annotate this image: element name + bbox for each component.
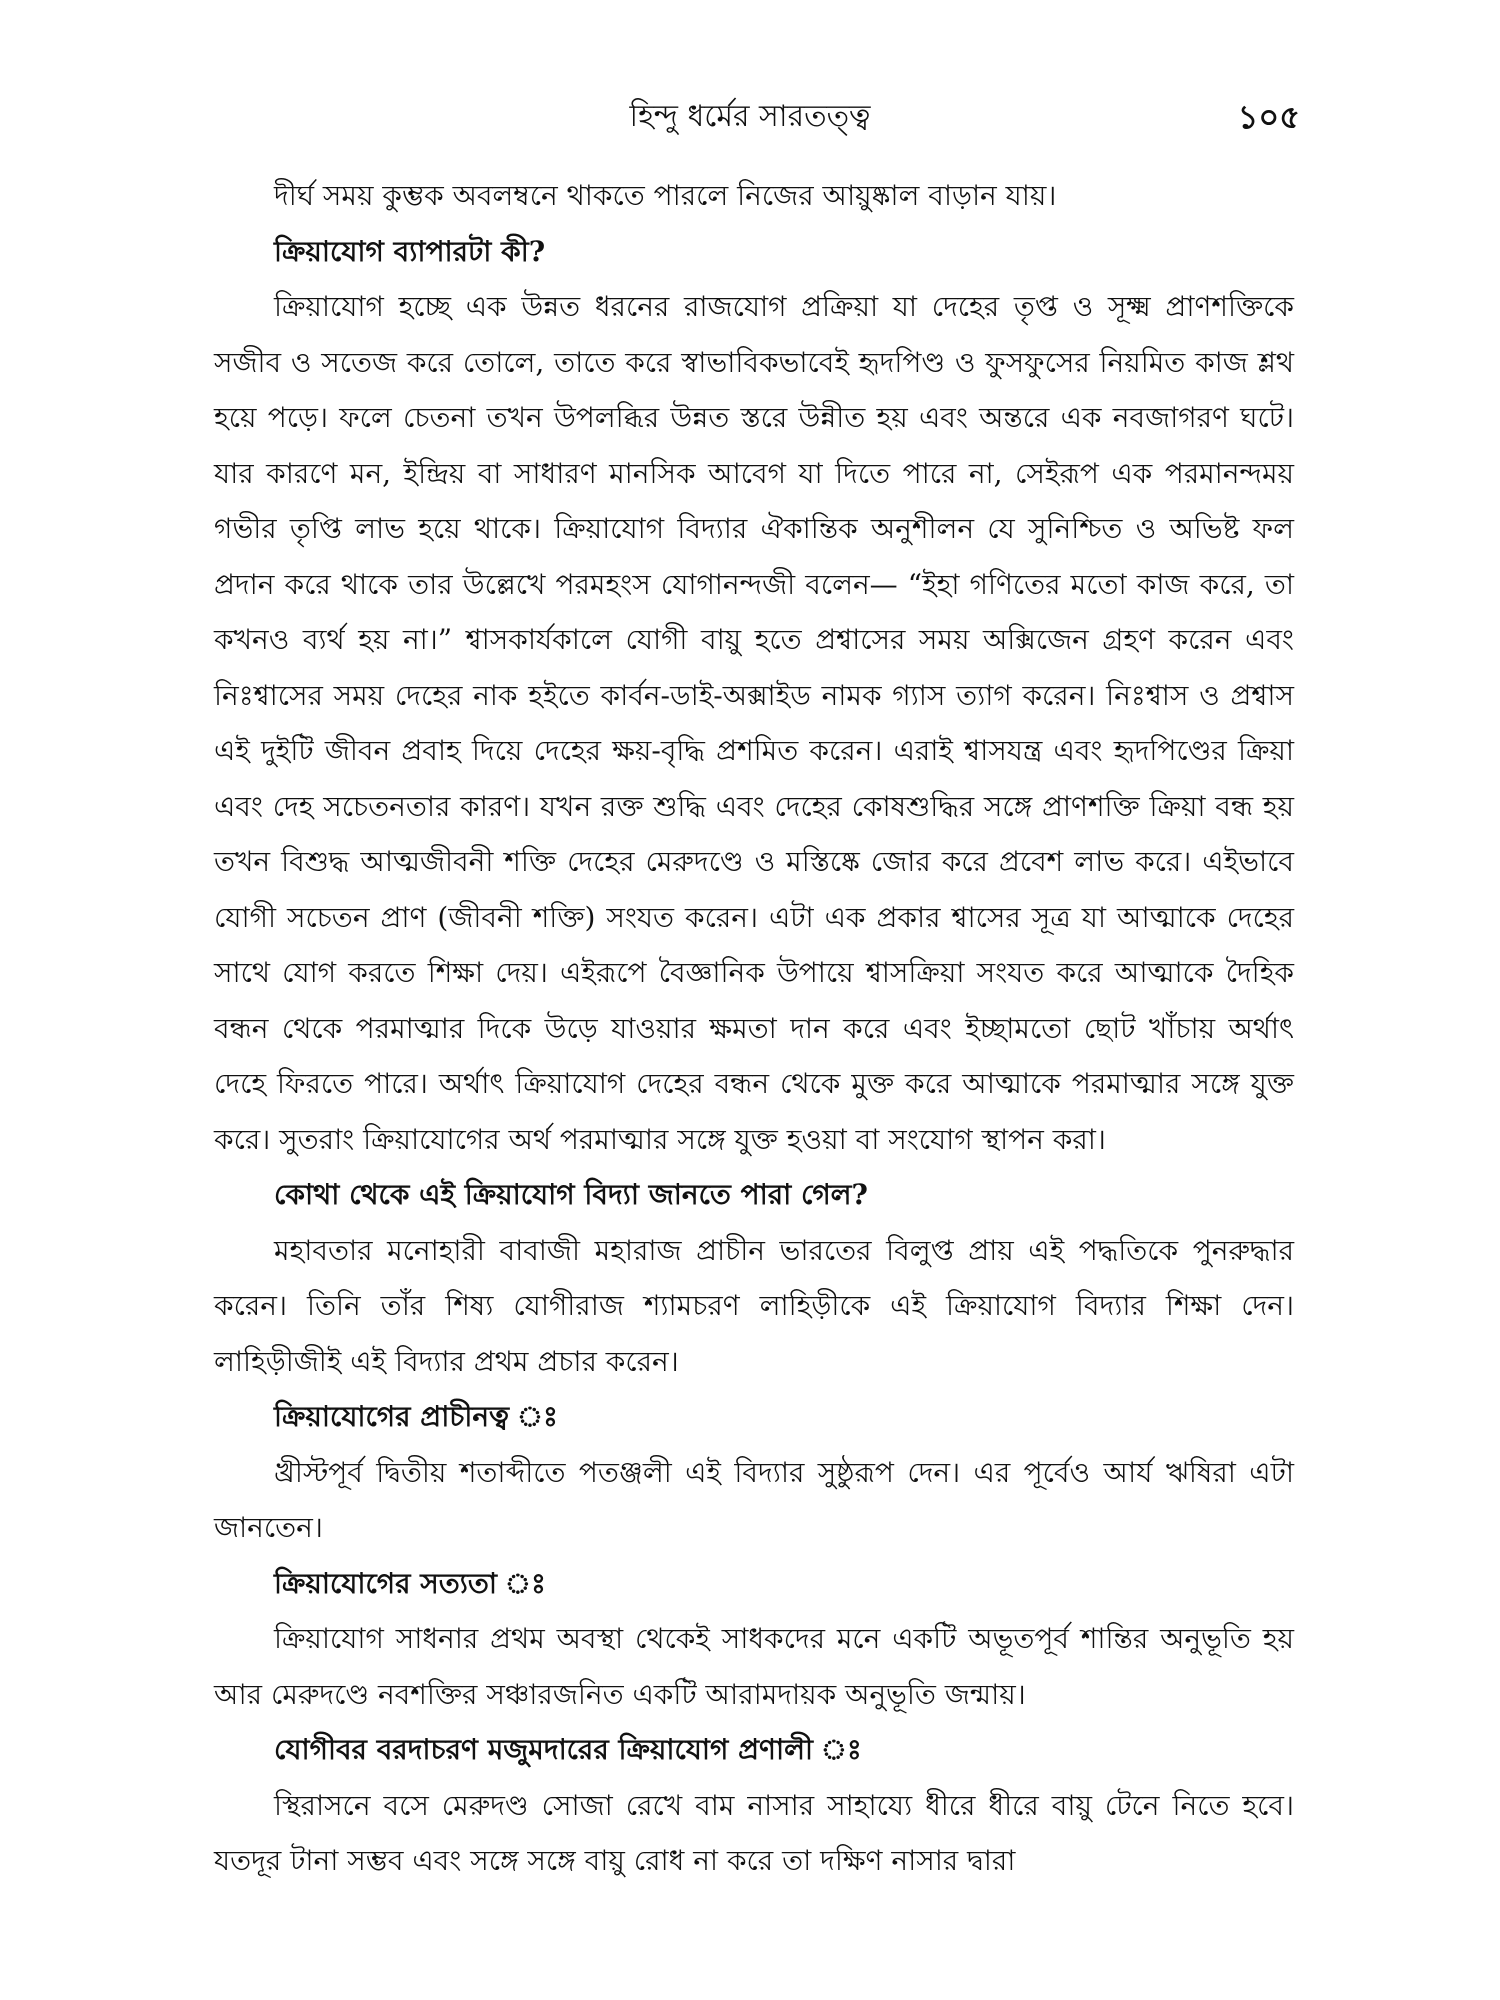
page-body xyxy=(214,168,1294,1889)
section-heading: ক্রিয়াযোগ ব্যাপারটা কী? xyxy=(274,234,546,268)
paragraph: দীর্ঘ সময় কুম্ভক অবলম্বনে থাকতে পারলে নিজের আয়ুষ্কাল বাড়ান যায়। xyxy=(274,179,1057,212)
paragraph: খ্রীস্টপূর্ব দ্বিতীয় শতাব্দীতে পতঞ্জলী এই বিদ্যার সুষ্ঠুরূপ দেন। এর পূর্বেও আর্য ঋষিরা এটা জানতেন। xyxy=(214,1455,1294,1544)
section-heading: ক্রিয়াযোগের প্রাচীনত্ব ঃ xyxy=(274,1400,558,1433)
section-heading: যোগীবর বরদাচরণ মজুমদারের ক্রিয়াযোগ প্রণালী ঃ xyxy=(274,1733,862,1766)
page-number: ১০৫ xyxy=(1237,98,1300,136)
section-heading: কোথা থেকে এই ক্রিয়াযোগ বিদ্যা জানতে পারা গেল? xyxy=(274,1178,868,1211)
section-heading: ক্রিয়াযোগের সত্যতা ঃ xyxy=(274,1566,546,1600)
paragraph: মহাবতার মনোহারী বাবাজী মহারাজ প্রাচীন ভারতের বিলুপ্ত প্রায় এই পদ্ধতিকে পুনরুদ্ধার করেন। তিনি তাঁর শিষ্য যোগীরাজ শ্যামচরণ লাহিড়ীকে এই ক্রিয়াযোগ বিদ্যার শিক্ষা দেন। লাহিড়ীজীই এই বিদ্যার প্রথম প্রচার করেন। xyxy=(214,1233,1294,1378)
paragraph: ক্রিয়াযোগ হচ্ছে এক উন্নত ধরনের রাজযোগ প্রক্রিয়া যা দেহের তৃপ্ত ও সূক্ষ্ম প্রাণশক্তিকে সজীব ও সতেজ করে তোলে, তাতে করে স্বাভাবিকভাবেই হৃদপিণ্ড ও ফুসফুসের নিয়মিত কাজ শ্লথ হয়ে পড়ে। ফলে চেতনা তখন উপলব্ধির উন্নত স্তরে উন্নীত হয় এবং অন্তরে এক নবজাগরণ ঘটে। যার কারণে মন, ইন্দ্রিয় বা সাধারণ মানসিক আবেগ যা দিতে পারে না, সেইরূপ এক পরমানন্দময় গভীর তৃপ্তি লাভ হয়ে থাকে। ক্রিয়াযোগ বিদ্যার ঐকান্তিক অনুশীলন যে সুনিশ্চিত ও অভিষ্ট ফল প্রদান করে থাকে তার উল্লেখে পরমহংস যোগানন্দজী বলেন— “ইহা গণিতের মতো কাজ করে, তা কখনও ব্যর্থ হয় না।” শ্বাসকার্যকালে যোগী বায়ু হতে প্রশ্বাসের সময় অক্সিজেন গ্রহণ করেন এবং নিঃশ্বাসের সময় দেহের নাক হইতে কার্বন-ডাই-অক্সাইড নামক গ্যাস ত্যাগ করেন। নিঃশ্বাস ও প্রশ্বাস এই দুইটি জীবন প্রবাহ দিয়ে দেহের ক্ষয়-বৃদ্ধি প্রশমিত করেন। এরাই শ্বাসযন্ত্র এবং হৃদপিণ্ডের ক্রিয়া এবং দেহ সচেতনতার কারণ। যখন রক্ত শুদ্ধি এবং দেহের কোষশুদ্ধির সঙ্গে প্রাণশক্তি ক্রিয়া বন্ধ হয় তখন বিশুদ্ধ আত্মজীবনী শক্তি দেহের মেরুদণ্ডে ও মস্তিষ্কে জোর করে প্রবেশ লাভ করে। এইভাবে যোগী সচেতন প্রাণ (জীবনী শক্তি) সংযত করেন। এটা এক প্রকার শ্বাসের সূত্র যা আত্মাকে দেহের সাথে যোগ করতে শিক্ষা দেয়। এইরূপে বৈজ্ঞানিক উপায়ে শ্বাসক্রিয়া সংযত করে আত্মাকে দৈহিক বন্ধন থেকে পরমাত্মার দিকে উড়ে যাওয়ার ক্ষমতা দান করে এবং ইচ্ছামতো ছোট খাঁচায় অর্থাৎ দেহে ফিরতে পারে। অর্থাৎ ক্রিয়াযোগ দেহের বন্ধন থেকে মুক্ত করে আত্মাকে পরমাত্মার সঙ্গে যুক্ত করে। সুতরাং ক্রিয়াযোগের অর্থ পরমাত্মার সঙ্গে যুক্ত হওয়া বা সংযোগ স্থাপন করা। xyxy=(214,290,1294,1156)
running-title: হিন্দু ধর্মের সারতত্ত্ব xyxy=(629,99,871,134)
paragraph: স্থিরাসনে বসে মেরুদণ্ড সোজা রেখে বাম নাসার সাহায্যে ধীরে ধীরে বায়ু টেনে নিতে হবে। যতদূর টানা সম্ভব এবং সঙ্গে সঙ্গে বায়ু রোধ না করে তা দক্ষিণ নাসার দ্বারা xyxy=(214,1788,1294,1877)
paragraph: ক্রিয়াযোগ সাধনার প্রথম অবস্থা থেকেই সাধকদের মনে একটি অভূতপূর্ব শান্তির অনুভূতি হয় আর মেরুদণ্ডে নবশক্তির সঞ্চারজনিত একটি আরামদায়ক অনুভূতি জন্মায়। xyxy=(214,1622,1294,1711)
running-header xyxy=(0,92,1500,142)
